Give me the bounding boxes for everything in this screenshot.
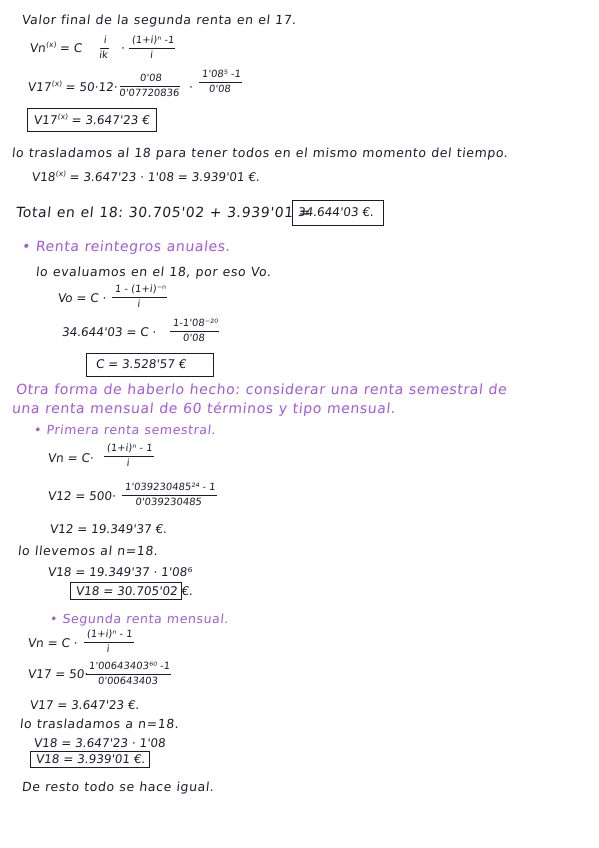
formula-lhs: V17 = 50·: [27, 667, 89, 681]
formula-lhs: V17$^{(x)}$ = 50·12·: [27, 79, 119, 94]
boxed-result: V18 = 30.705'02 €.: [75, 584, 194, 598]
formula-line: V17 = 3.647'23 €.: [29, 698, 141, 712]
section-heading: • Primera renta semestral.: [33, 422, 218, 437]
note-line: lo evaluamos en el 18, por eso Vo.: [35, 264, 273, 279]
formula-lhs: 34.644'03 = C ·: [61, 325, 157, 339]
fraction: $\frac{\text{(1+i)ⁿ - 1}}{i}$: [83, 630, 135, 655]
formula-lhs: Vn$^{(x)}$ = C: [29, 40, 83, 55]
formula-line: V18$^{(x)}$ = 3.647'23 · 1'08 = 3.939'01 €.: [31, 169, 261, 184]
operator: ·: [120, 41, 126, 55]
closing-line: De resto todo se hace igual.: [21, 779, 216, 794]
boxed-result: V17$^{(x)}$ = 3.647'23 €: [33, 112, 151, 127]
note-line: lo trasladamos al 18 para tener todos en el mismo momento del tiempo.: [11, 145, 510, 160]
fraction: $\frac{\text{1'00643403⁶⁰ -1}}{0'00643403}$: [85, 662, 173, 687]
fraction: $\frac{0'08}{0'07720836}$: [118, 73, 180, 99]
fraction: $\frac{\text{1'039230485²⁴ - 1}}{0'039230485}$: [121, 483, 218, 508]
fraction: $\frac{\text{1-1'08⁻²⁰}}{0'08}$: [169, 319, 221, 344]
formula-lhs: Vn = C ·: [27, 636, 79, 650]
formula-line: V12 = 19.349'37 €.: [49, 522, 168, 536]
boxed-result: C = 3.528'57 €: [95, 357, 188, 371]
fraction: $\frac{\text{1 - (1+i)⁻ⁿ}}{i}$: [111, 285, 169, 310]
note-line: lo llevemos al n=18.: [17, 543, 160, 558]
note-line: lo trasladamos a n=18.: [19, 716, 181, 731]
alt-method-line: Otra forma de haberlo hecho: considerar una renta semestral de: [15, 382, 509, 398]
formula-line: V18 = 3.647'23 · 1'08: [33, 736, 167, 750]
fraction: $\frac{\text{1'08⁵ -1}}{0'08}$: [198, 70, 244, 95]
alt-method-line: una renta mensual de 60 términos y tipo mensual.: [11, 401, 397, 417]
fraction: $\frac{i}{ik}$: [98, 35, 109, 61]
fraction: $\frac{\text{(1+i)ⁿ - 1}}{i}$: [103, 444, 155, 469]
operator: ·: [188, 80, 194, 94]
total-line: Total en el 18: 30.705'02 + 3.939'01 =: [15, 205, 312, 221]
section-heading: Valor final de la segunda renta en el 17.: [21, 12, 298, 27]
formula-line: V18 = 19.349'37 · 1'08⁶: [47, 565, 193, 579]
formula-lhs: Vo = C ·: [57, 291, 108, 305]
boxed-result: 34.644'03 €.: [297, 205, 375, 219]
section-heading: • Segunda renta mensual.: [49, 611, 230, 626]
boxed-result: V18 = 3.939'01 €.: [35, 752, 147, 766]
formula-lhs: Vn = C·: [47, 451, 95, 465]
fraction: $\frac{\text{(1+i)ⁿ -1}}{i}$: [128, 36, 177, 61]
formula-lhs: V12 = 500·: [47, 489, 117, 503]
section-heading: • Renta reintegros anuales.: [21, 239, 232, 255]
